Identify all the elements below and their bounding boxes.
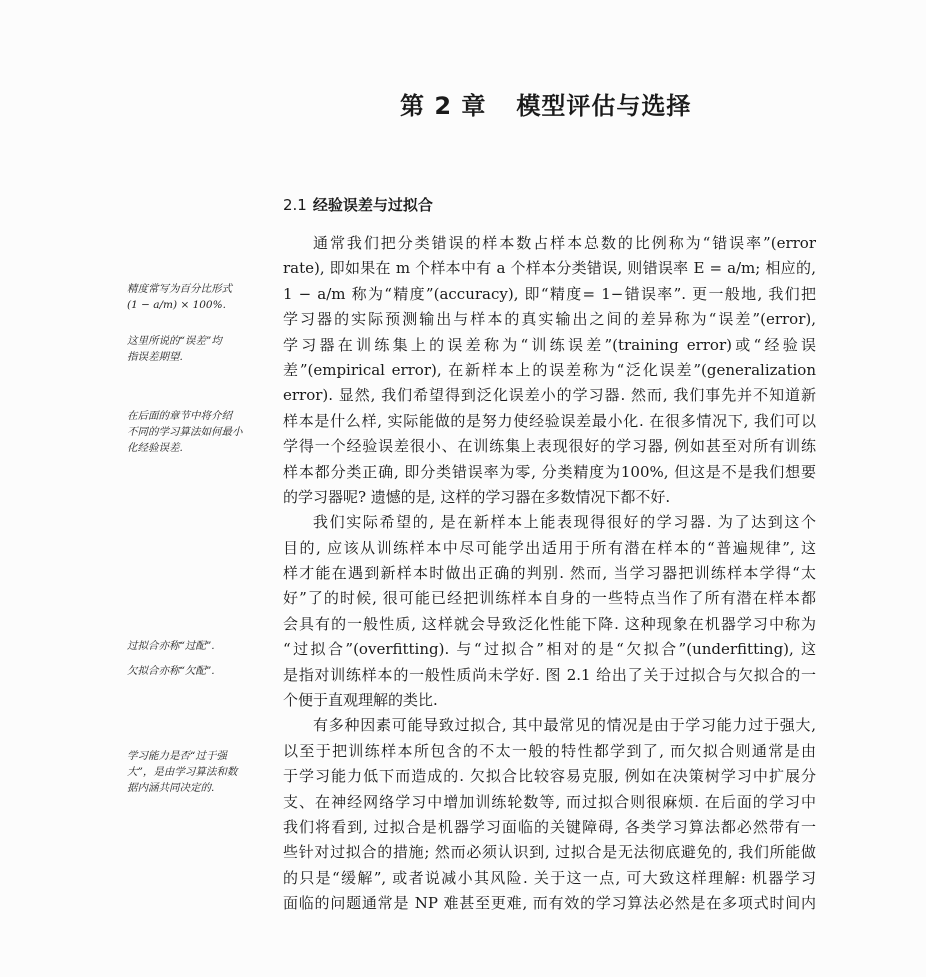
margin-note-underfitting bbox=[127, 663, 270, 679]
margin-note-line: 在后面的章节中将介绍 bbox=[127, 410, 232, 422]
margin-note-line: 大”，是由学习算法和数 bbox=[127, 766, 238, 778]
margin-note-line: 欠拟合亦称“欠配”. bbox=[127, 665, 215, 677]
text-line: 1 − a/m 称为“精度”(accuracy), 即“精度= 1−错误率”. 更一般地, 我们把 bbox=[283, 284, 816, 303]
margin-note-accuracy bbox=[127, 281, 270, 313]
text-line: 以至于把训练样本所包含的不太一般的特性都学到了, 而欠拟合则通常是由 bbox=[283, 741, 816, 760]
text-line: 的只是“缓解”, 或者说减小其风险. 关于这一点, 可大致这样理解: 机器学习 bbox=[283, 868, 816, 887]
margin-note-line: 过拟合亦称“过配”. bbox=[127, 640, 215, 652]
text-line: 个便于直观理解的类比. bbox=[283, 691, 438, 710]
margin-note-line: (1 − a/m) × 100%. bbox=[127, 299, 226, 311]
text-line: 样本是什么样, 实际能做的是努力使经验误差最小化. 在很多情况下, 我们可以 bbox=[283, 411, 816, 430]
text-line: 支、在神经网络学习中增加训练轮数等, 而过拟合则很麻烦. 在后面的学习中 bbox=[283, 792, 816, 811]
section-title: 经验误差与过拟合 bbox=[312, 196, 433, 214]
margin-note-line: 指误差期望. bbox=[127, 351, 183, 363]
margin-note-line: 化经验误差. bbox=[127, 442, 183, 454]
text-line: 会具有的一般性质, 这样就会导致泛化性能下降. 这种现象在机器学习中称为 bbox=[283, 614, 816, 633]
margin-note-line: 学习能力是否“过于强 bbox=[127, 750, 227, 762]
text-line: 于学习能力低下而造成的. 欠拟合比较容易克服, 例如在决策树学习中扩展分 bbox=[283, 767, 816, 786]
paragraph-causes bbox=[283, 713, 816, 916]
section-number: 2.1 bbox=[283, 196, 307, 214]
text-line: 学得一个经验误差很小、在训练集上表现很好的学习器, 例如甚至对所有训练 bbox=[283, 437, 816, 456]
paragraph-overfitting bbox=[283, 510, 816, 713]
text-line: 目的, 应该从训练样本中尽可能学出适用于所有潜在样本的“普遍规律”, 这 bbox=[283, 538, 816, 557]
text-line: 有多种因素可能导致过拟合, 其中最常见的情况是由于学习能力过于强大, bbox=[313, 716, 816, 735]
margin-note-learning-capacity bbox=[127, 748, 270, 796]
text-line: 我们将看到, 过拟合是机器学习面临的关键障碍, 各类学习算法都必然带有一 bbox=[283, 817, 816, 836]
text-line: 面临的问题通常是 NP 难甚至更难, 而有效的学习算法必然是在多项式时间内 bbox=[283, 894, 816, 913]
text-line: 是指对训练样本的一般性质尚未学好. 图 2.1 给出了关于过拟合与欠拟合的一 bbox=[283, 665, 816, 684]
text-line: 学习器在训练集上的误差称为“训练误差”(training error)或“经验误 bbox=[283, 335, 816, 354]
text-line: 好”了的时候, 很可能已经把训练样本自身的一些特点当作了所有潜在样本都 bbox=[283, 589, 816, 608]
chapter-title bbox=[400, 86, 691, 121]
margin-note-line: 不同的学习算法如何最小 bbox=[127, 426, 243, 438]
chapter-label: 第 2 章 bbox=[400, 92, 487, 120]
text-line: 通常我们把分类错误的样本数占样本总数的比例称为“错误率”(error bbox=[313, 234, 816, 252]
text-line: 些针对过拟合的措施; 然而必须认识到, 过拟合是无法彻底避免的, 我们所能做 bbox=[283, 843, 816, 862]
margin-note-line: 这里所说的“误差”均 bbox=[127, 335, 222, 347]
margin-note-overfitting bbox=[127, 638, 270, 654]
text-line: 的学习器呢? 遗憾的是, 这样的学习器在多数情况下都不好. bbox=[283, 487, 671, 506]
text-line: “过拟合”(overfitting). 与“过拟合”相对的是“欠拟合”(underfitting), 这 bbox=[283, 640, 816, 659]
text-line: error). 显然, 我们希望得到泛化误差小的学习器. 然而, 我们事先并不知道新 bbox=[283, 386, 816, 405]
text-line: 学习器的实际预测输出与样本的真实输出之间的差异称为“误差”(error), bbox=[283, 310, 816, 329]
margin-note-line: 精度常写为百分比形式 bbox=[127, 283, 232, 295]
body-text bbox=[283, 231, 816, 917]
text-line: 差”(empirical error), 在新样本上的误差称为“泛化误差”(generalization bbox=[283, 360, 816, 379]
margin-note-error bbox=[127, 333, 270, 365]
text-line: 样才能在遇到新样本时做出正确的判别. 然而, 当学习器把训练样本学得“太 bbox=[283, 564, 816, 583]
text-line: rate), 即如果在 m 个样本中有 a 个样本分类错误, 则错误率 E = a/m; 相应的, bbox=[283, 259, 816, 278]
paragraph-error-rate bbox=[283, 231, 816, 510]
chapter-name: 模型评估与选择 bbox=[516, 92, 692, 120]
text-line: 样本都分类正确, 即分类错误率为零, 分类精度为100%, 但这是不是我们想要 bbox=[283, 462, 816, 481]
margin-note-empirical-error bbox=[127, 408, 270, 456]
text-line: 我们实际希望的, 是在新样本上能表现得很好的学习器. 为了达到这个 bbox=[313, 513, 816, 532]
margin-note-line: 据内涵共同决定的. bbox=[127, 782, 215, 794]
section-heading bbox=[283, 194, 433, 215]
